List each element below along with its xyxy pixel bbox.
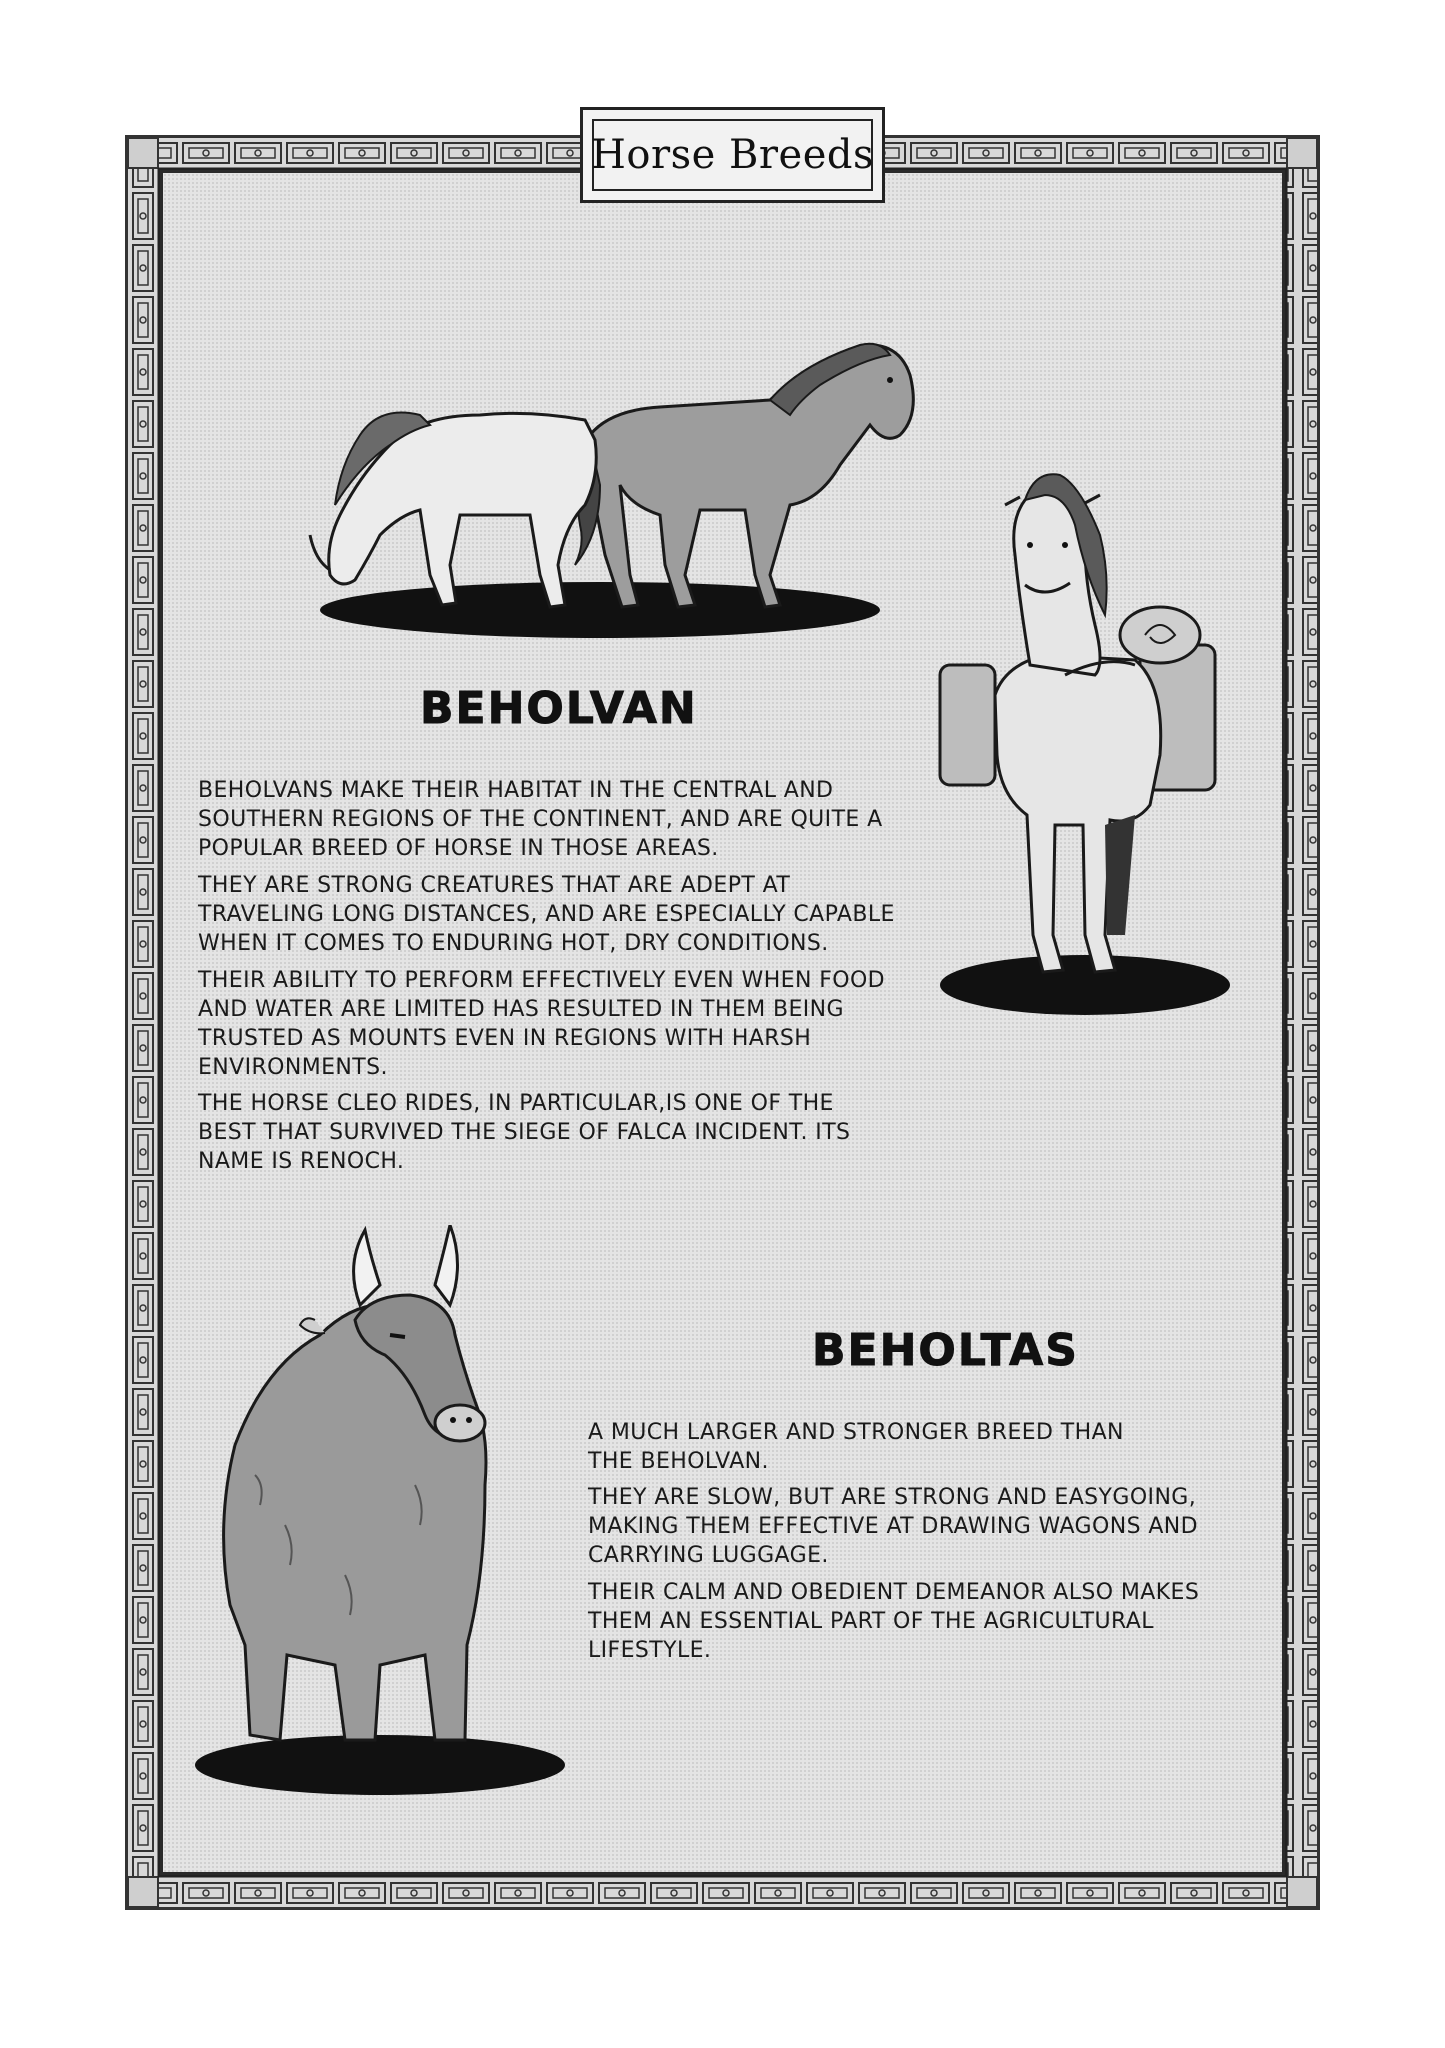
beholtas-paragraph-2: THEY ARE SLOW, BUT ARE STRONG AND EASYGOING, MAKING THEM EFFECTIVE AT DRAWING WAGONS AND CARRYING LUGGAGE. (588, 1485, 1198, 1568)
beholvan-paragraph-4: THE HORSE CLEO RIDES, IN PARTICULAR,IS ONE OF THE BEST THAT SURVIVED THE SIEGE OF FALCA INCIDENT. ITS NAME IS RENOCH. (198, 1091, 851, 1174)
beholtas-paragraph-1: A MUCH LARGER AND STRONGER BREED THAN THE BEHOLVAN. (588, 1420, 1124, 1474)
horned-draft-beast-illustration (195, 1225, 575, 1800)
title-plaque (580, 107, 885, 203)
section-heading-beholvan: BEHOLVAN (420, 683, 698, 734)
pack-horse-illustration (935, 465, 1235, 1025)
beholvan-paragraph-2: THEY ARE STRONG CREATURES THAT ARE ADEPT AT TRAVELING LONG DISTANCES, AND ARE ESPECIALLY CAPABLE WHEN IT COMES TO ENDURING HOT, DRY CONDITIONS. (198, 873, 895, 956)
page-title: Horse Breeds (591, 132, 874, 178)
beholvan-paragraph-1: BEHOLVANS MAKE THEIR HABITAT IN THE CENTRAL AND SOUTHERN REGIONS OF THE CONTINENT, AND ARE QUITE A POPULAR BREED OF HORSE IN THOSE AREAS. (198, 778, 883, 861)
beholtas-paragraph-3: THEIR CALM AND OBEDIENT DEMEANOR ALSO MAKES THEM AN ESSENTIAL PART OF THE AGRICULTURAL LIFESTYLE. (588, 1580, 1200, 1663)
beholvan-paragraph-3: THEIR ABILITY TO PERFORM EFFECTIVELY EVEN WHEN FOOD AND WATER ARE LIMITED HAS RESULTED IN THEM BEING TRUSTED AS MOUNTS EVEN IN REGIONS WITH HARSH ENVIRONMENTS. (198, 968, 886, 1080)
grazing-horses-illustration (300, 315, 940, 645)
section-heading-beholtas: BEHOLTAS (812, 1325, 1079, 1376)
